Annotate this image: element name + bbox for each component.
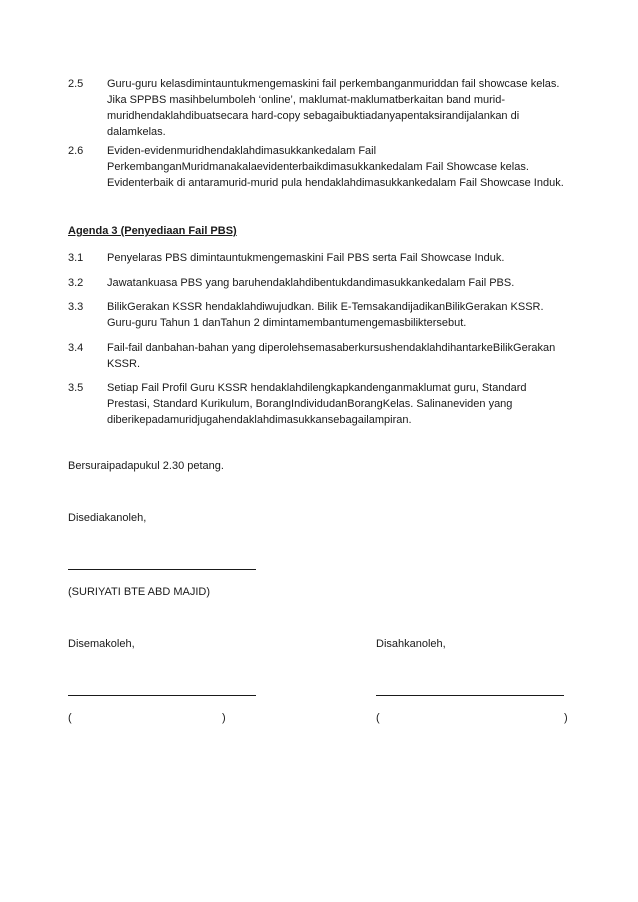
- approved-by-label: Disahkanoleh,: [376, 638, 446, 650]
- item-number: 3.5: [68, 382, 84, 394]
- closing-text: Bersuraipadapukul 2.30 petang.: [68, 460, 224, 472]
- item-number: 3.4: [68, 342, 84, 354]
- item-2-6: [68, 143, 568, 191]
- item-3-1: [68, 250, 568, 266]
- approver-name-close-paren: ): [564, 712, 568, 724]
- item-3-4: [68, 340, 568, 372]
- item-3-5: [68, 380, 568, 428]
- item-text: Guru-guru kelasdimintauntukmengemaskini fail perkembanganmuriddan fail showcase kelas. Jika SPPBS masihbelumboleh ‘online’, maklumat-maklumatberkaitan band murid-muridhendaklahdibuatsecara hard-copy sebagaibuktiadanyapentaksirandijalankan di dalamkelas.: [107, 78, 560, 138]
- item-text: Penyelaras PBS dimintauntukmengemaskini Fail PBS serta Fail Showcase Induk.: [107, 252, 505, 264]
- item-number: 3.1: [68, 252, 84, 264]
- item-number: 3.3: [68, 301, 84, 313]
- item-number: 2.6: [68, 145, 84, 157]
- item-number: 3.2: [68, 277, 84, 289]
- item-text: Jawatankuasa PBS yang baruhendaklahdibentukdandimasukkankedalam Fail PBS.: [107, 277, 515, 289]
- item-number: 2.5: [68, 78, 84, 90]
- item-text: Eviden-evidenmuridhendaklahdimasukkankedalam Fail PerkembanganMuridmanakalaevidenterbaikdimasukkankedalam Fail Showcase kelas. Evidenterbaik di antaramurid-murid pula hendaklahdimasukkankedalam Fail Showcase Induk.: [107, 145, 564, 189]
- checked-by-label: Disemakoleh,: [68, 638, 135, 650]
- item-3-3: [68, 299, 568, 331]
- item-2-5: [68, 76, 568, 140]
- signature-line-approver: [376, 695, 564, 696]
- item-text: Setiap Fail Profil Guru KSSR hendaklahdilengkapkandenganmaklumat guru, Standard Prestasi, Standard Kurikulum, BorangIndividudanBorangKelas. Salinaneviden yang diberikepadamuridjugahendaklahdimasukkansebagailampiran.: [107, 382, 527, 426]
- checker-name-open-paren: (: [68, 712, 72, 724]
- item-text: BilikGerakan KSSR hendaklahdiwujudkan. Bilik E-TemsakandijadikanBilikGerakan KSSR. Guru-guru Tahun 1 danTahun 2 dimintamembantumengemasbiliktersebut.: [107, 301, 544, 329]
- checker-name-close-paren: ): [222, 712, 226, 724]
- preparer-name: (SURIYATI BTE ABD MAJID): [68, 586, 210, 598]
- agenda-heading: Agenda 3 (Penyediaan Fail PBS): [68, 225, 237, 237]
- signature-line-checker: [68, 695, 256, 696]
- signature-line-preparer: [68, 569, 256, 570]
- item-3-2: [68, 275, 568, 291]
- prepared-by-label: Disediakanoleh,: [68, 512, 147, 524]
- item-text: Fail-fail danbahan-bahan yang diperolehsemasaberkursushendaklahdihantarkeBilikGerakan KSSR.: [107, 342, 556, 370]
- approver-name-open-paren: (: [376, 712, 380, 724]
